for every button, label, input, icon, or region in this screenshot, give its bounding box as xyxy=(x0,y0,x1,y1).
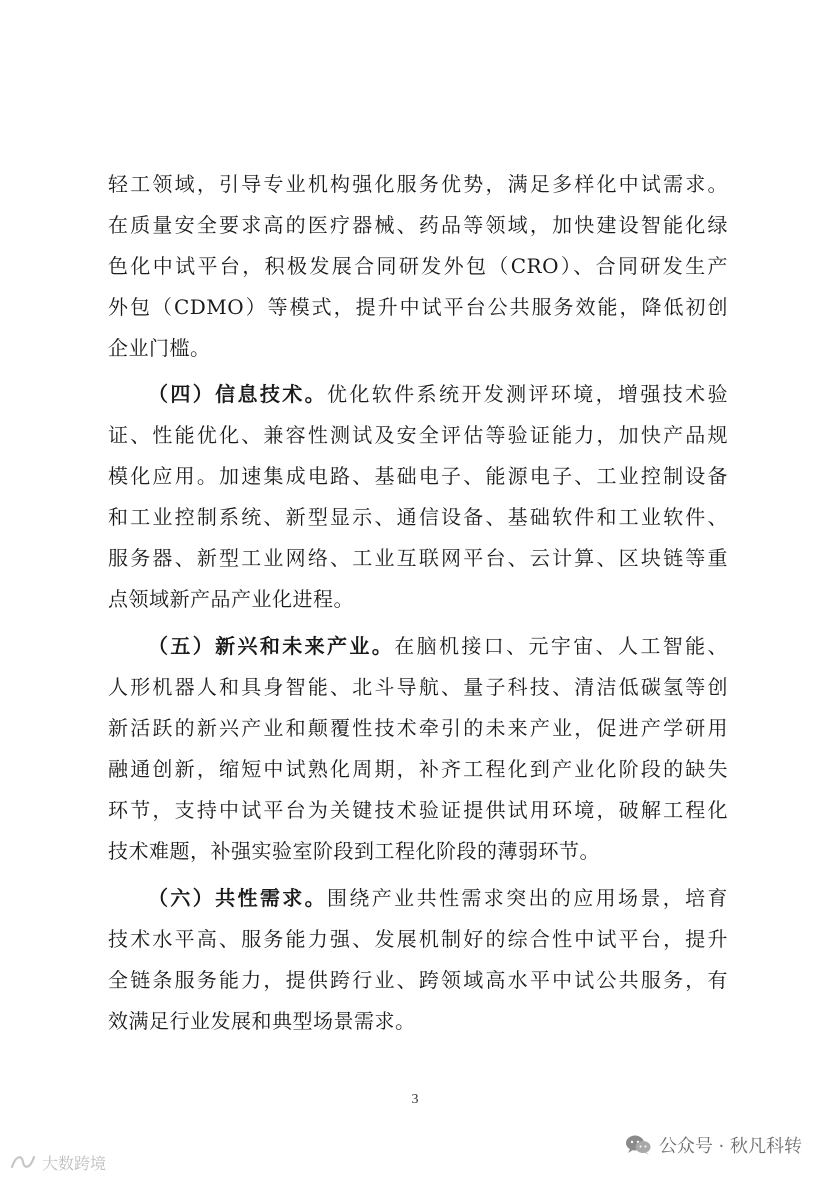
section-text: 优化软件系统开发测评环境，增强技术验 xyxy=(327,382,728,406)
paragraph-line: 轻工领域，引导专业机构强化服务优势，满足多样化中试需求。 xyxy=(108,172,728,196)
paragraph-line: 技术难题，补强实验室阶段到工程化阶段的薄弱环节。 xyxy=(108,839,600,863)
source-watermark xyxy=(8,1150,106,1174)
paragraph-line: 模化应用。加速集成电路、基础电子、能源电子、工业控制设备 xyxy=(108,464,728,488)
watermark-right-text: 公众号 · 秋凡科转 xyxy=(658,1136,802,1157)
section-heading-line xyxy=(148,626,728,666)
section-heading: （四）信息技术。 xyxy=(148,382,328,406)
watermark-logo-icon xyxy=(8,1152,38,1172)
paragraph-line: 全链条服务能力，提供跨行业、跨领域高水平中试公共服务，有 xyxy=(108,968,728,992)
section-heading: （五）新兴和未来产业。 xyxy=(148,634,395,658)
paragraph-line: 点领域新产品产业化进程。 xyxy=(108,587,354,611)
paragraph-line: 在质量安全要求高的医疗器械、药品等领域，加快建设智能化绿 xyxy=(108,213,728,237)
watermark-left-text: 大数跨境 xyxy=(42,1153,107,1173)
section-heading-line xyxy=(148,878,728,918)
section-text: 围绕产业共性需求突出的应用场景，培育 xyxy=(327,886,728,910)
paragraph-line: 人形机器人和具身智能、北斗导航、量子科技、清洁低碳氢等创 xyxy=(108,675,728,699)
wechat-watermark xyxy=(625,1130,802,1160)
paragraph-line: 效满足行业发展和典型场景需求。 xyxy=(108,1009,416,1033)
paragraph-line: 环节，支持中试平台为关键技术验证提供试用环境，破解工程化 xyxy=(108,798,728,822)
paragraph-line: 和工业控制系统、新型显示、通信设备、基础软件和工业软件、 xyxy=(108,505,728,529)
section-text: 在脑机接口、元宇宙、人工智能、 xyxy=(394,634,728,658)
paragraph-line: 色化中试平台，积极发展合同研发外包（CRO）、合同研发生产 xyxy=(108,254,728,278)
page-number: 3 xyxy=(411,1092,419,1107)
wechat-icon xyxy=(625,1134,651,1156)
section-heading-line xyxy=(148,374,728,414)
paragraph-line: 外包（CDMO）等模式，提升中试平台公共服务效能，降低初创 xyxy=(108,295,728,319)
paragraph-line: 新活跃的新兴产业和颠覆性技术牵引的未来产业，促进产学研用 xyxy=(108,716,728,740)
paragraph-line: 技术水平高、服务能力强、发展机制好的综合性中试平台，提升 xyxy=(108,927,728,951)
paragraph-line: 证、性能优化、兼容性测试及安全评估等验证能力，加快产品规 xyxy=(108,423,728,447)
paragraph-line: 融通创新，缩短中试熟化周期，补齐工程化到产业化阶段的缺失 xyxy=(108,757,728,781)
paragraph-line: 服务器、新型工业网络、工业互联网平台、云计算、区块链等重 xyxy=(108,546,728,570)
paragraph-line: 企业门槛。 xyxy=(108,336,211,360)
section-heading: （六）共性需求。 xyxy=(148,886,328,910)
